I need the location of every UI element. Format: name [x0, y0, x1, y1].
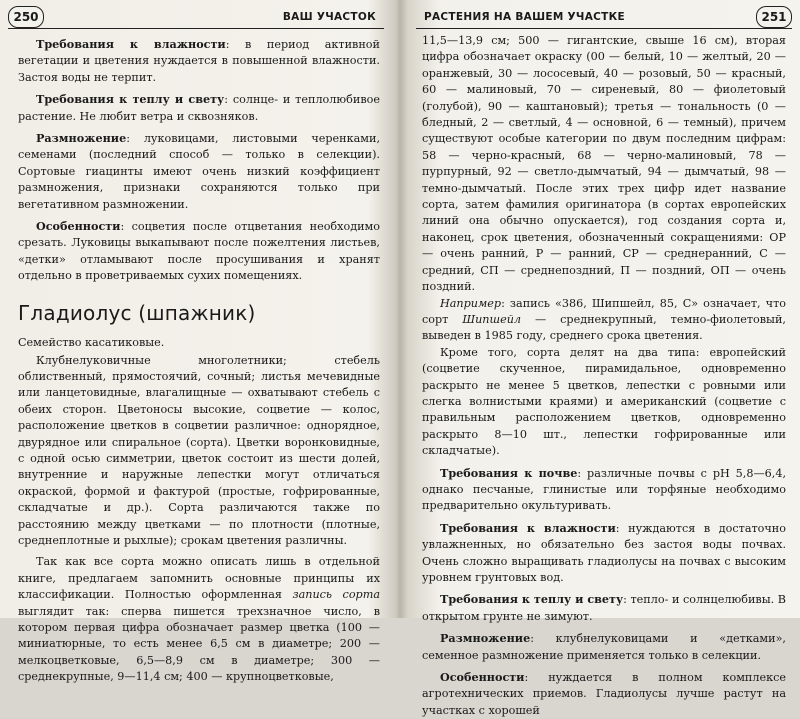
paragraph-features	[18, 218, 380, 285]
term-soil: Требования к почве	[440, 465, 578, 480]
left-page	[0, 0, 392, 684]
text-example-a: : запись «386, Шипшейл, 85, С» означает, что сорт	[422, 296, 786, 326]
text-humidity: : в период активной вегетации и цветения нуждается в повышенной влажности. Застоя воды не терпит.	[18, 38, 381, 84]
paragraph-description: Клубнелуковичные многолетники; стебель облиственный, прямостоячий, сочный; листья мечевидные или ланцетовидные, влагалищные — охватывают стебель с обеих сторон. Цветоносы высокие, соцветие — колос, расположение цветков в соцветии различное: однорядное, двурядное или спиральное (сорта). Цветки воронковидные, с одной осью симметрии, цветок состоит из шести долей, внутренние и наружные лепестки могут отличаться окраской, формой и фактурой (простые, гофрированные, складчатые и др.). Сорта различаются также по расстоянию между цветками — по плотности (плотные, среднеплотные и рыхлые); срокам цветения различны.	[18, 353, 380, 547]
term-propagation-right: Размножение	[440, 631, 531, 646]
paragraph-example	[422, 296, 786, 345]
text-classification-b: выглядит так: сперва пишется трехзначное число, в котором первая цифра обозначает размер цветка (100 — миниатюрные, то есть менее 6,5 см в диаметре; 200 — мелкоцветковые, 6,5—8,9 см в диаметре; 300 — среднекрупные, 9—11,4 см; 400 — крупноцветковые,	[18, 604, 380, 684]
paragraph-heat-light	[18, 91, 380, 125]
term-heat-light-right: Требования к теплу и свету	[440, 592, 624, 607]
text-propagation-right: : клубнелуковицами и «детками», семенное размножение применяется только в селекции.	[422, 632, 786, 662]
text-soil: : различные почвы с pH 5,8—6,4, однако песчаные, глинистые или торфяные необходимо предварительно окультуривать.	[422, 466, 787, 513]
paragraph-classification	[18, 554, 380, 685]
family-line: Семейство касатиковые.	[18, 336, 165, 350]
paragraph-propagation-right	[422, 630, 786, 664]
paragraph-features-right	[422, 669, 786, 719]
paragraph-humidity	[18, 36, 380, 86]
paragraph-codes: 11,5—13,9 см; 500 — гигантские, свыше 16 см), вторая цифра обозначает окраску (00 — белый, 10 — желтый, 20 — оранжевый, 30 — лососевый, 40 — розовый, 50 — красный, 60 — малиновый, 70 — сиреневый, 80 — фиолетовый (голубой), 90 — каштановый); третья — тональность (0 — бледный, 2 — светлый, 4 — основной, 6 — темный), причем существуют особые категории по двум последним цифрам: 58 — черно-красный, 68 — черно-малиновый, 78 — пурпурный, 92 — светло-дымчатый, 94 — дымчатый, 98 — темно-дымчатый. После этих трех цифр идет название сорта, затем фамилия оригинатора (в сортах европейских линий она обычно опускается), год создания сорта и, наконец, срок цветения, обозначенный сокращениями: ОР — очень ранний, Р — ранний, СР — среднеранний, С — средний, СП — среднепоздний, П — поздний, ОП — очень поздний.	[422, 34, 786, 294]
term-features: Особенности	[36, 219, 121, 234]
paragraph-humidity-right	[422, 520, 786, 587]
left-running-head	[8, 6, 384, 29]
paragraph-heat-light-right	[422, 591, 786, 625]
right-body	[422, 33, 786, 719]
paragraph-soil	[422, 465, 786, 515]
text-propagation: : луковицами, листовыми черенками, семенами (последний способ — только в селекции). Сортовые гиацинты имеют очень низкий коэффициент размножения, признаки сохраняются только при вегетативном размножении.	[18, 132, 380, 211]
text-example-italic-2: Шипшейл	[462, 312, 522, 326]
term-heat-light: Требования к теплу и свету	[36, 92, 225, 107]
right-running-head	[416, 6, 792, 29]
text-heat-light: : солнце- и теплолюбивое растение. Не любит ветра и сквозняков.	[18, 93, 380, 123]
left-page-number: 250	[8, 6, 44, 28]
left-running-title: ВАШ УЧАСТОК	[282, 11, 376, 23]
term-humidity: Требования к влажности	[36, 37, 226, 51]
text-classification-italic: запись сорта	[292, 588, 380, 602]
text-classification-a: Так как все сорта можно описать лишь в отдельной книге, предлагаем запомнить основные принципы их классификации. Полностью оформленная	[18, 555, 380, 602]
term-humidity-right: Требования к влажности	[440, 520, 616, 535]
paragraph-types: Кроме того, сорта делят на два типа: европейский (соцветие скученное, пирамидальное, одновременно раскрыто не менее 5 цветков, лепестки с ровными или слегка волнистыми краями) и американский (соцветие с правильным расположением цветков, одновременно раскрыто 8—10 шт., лепестки гофрированные или складчатые).	[422, 345, 786, 458]
left-body	[18, 36, 380, 686]
term-features-right: Особенности	[440, 670, 525, 685]
text-features-right: : нуждается в полном комплексе агротехнических приемов. Гладиолусы лучше растут на участках с хорошей	[422, 671, 786, 717]
text-example-italic-1: Например	[440, 296, 502, 310]
section-heading: Гладиолус (шпажник)	[18, 300, 256, 325]
paragraph-propagation	[18, 130, 380, 213]
right-running-title: РАСТЕНИЯ НА ВАШЕМ УЧАСТКЕ	[424, 11, 625, 23]
right-page	[408, 0, 800, 717]
text-humidity-right: : нуждаются в достаточно увлажненных, но обязательно без застоя воды почвах. Очень сложно выращивать гладиолусы на почвах с высоким уровнем грунтовых вод.	[422, 521, 786, 584]
text-features: : соцветия после отцветания необходимо срезать. Луковицы выкапывают после пожелтения листьев, «детки» отламывают после просушивания и хранят отдельно в проветриваемых сухих помещениях.	[18, 220, 380, 283]
right-page-number: 251	[756, 6, 792, 28]
term-propagation: Размножение	[36, 131, 127, 146]
text-heat-light-right: : тепло- и солнцелюбивы. В открытом грунте не зимуют.	[422, 593, 786, 623]
text-example-b: — среднекрупный, темно-фиолетовый, выведен в 1985 году, среднего срока цветения.	[422, 312, 786, 343]
